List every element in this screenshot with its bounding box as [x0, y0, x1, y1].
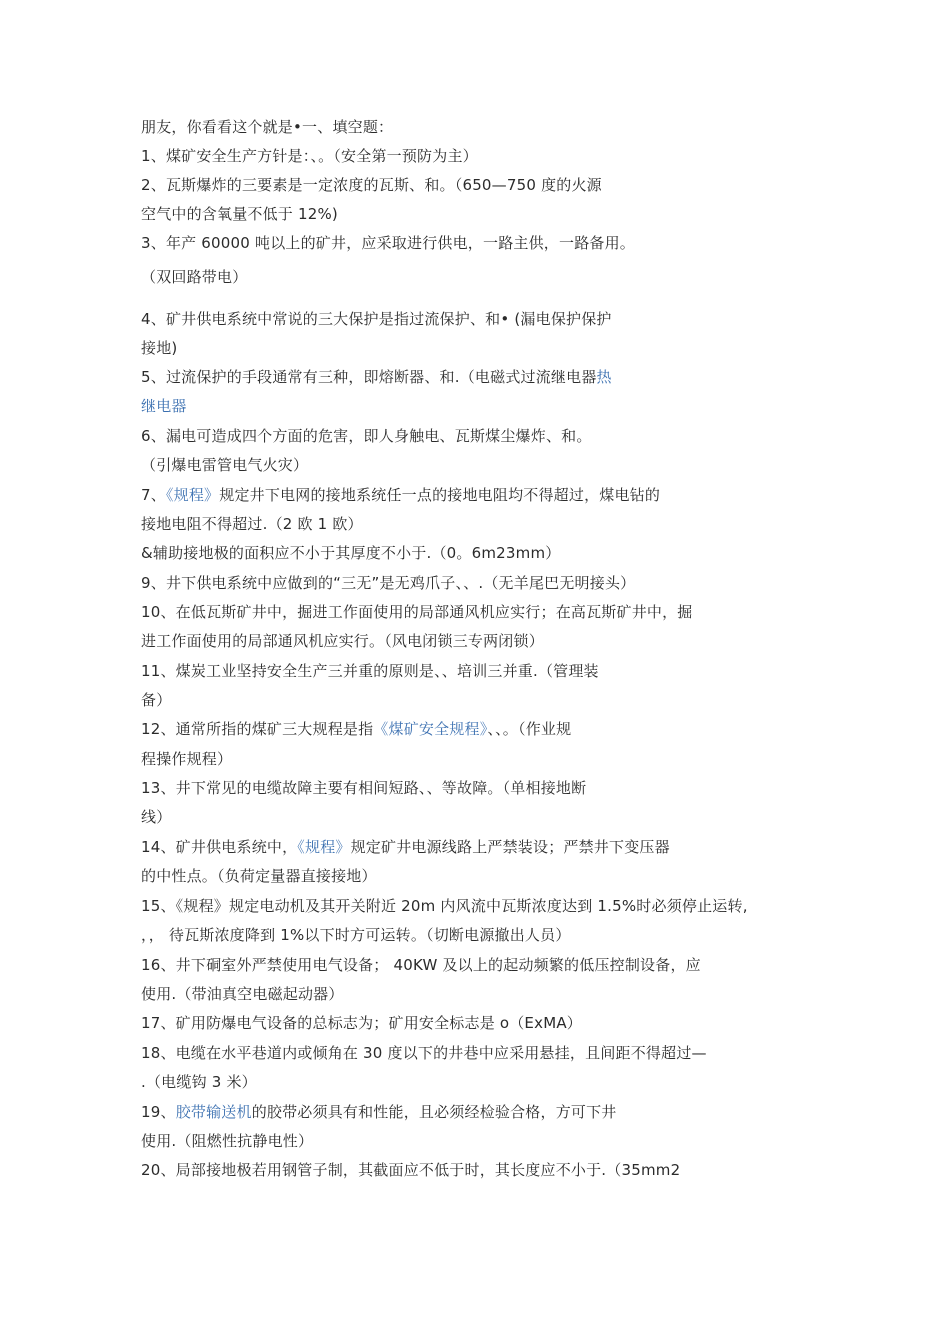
text-line [141, 837, 670, 857]
text-segment: 15、《规程》规定电动机及其开关附近 20m 内风流中瓦斯浓度达到 1.5%时必须停止运转, [141, 897, 748, 915]
text-line [141, 573, 635, 593]
text-line [141, 602, 693, 622]
text-line [141, 925, 571, 945]
inline-link[interactable]: 《煤矿安全规程》 [373, 720, 488, 738]
text-segment: 程操作规程） [141, 750, 233, 768]
text-segment: 规定矿井电源线路上严禁装设；严禁井下变压器 [350, 838, 670, 856]
text-line [141, 267, 247, 287]
text-segment: 20、局部接地极若用钢管子制，其截面应不低于时，其长度应不小于.（35mm2 [141, 1161, 681, 1179]
text-line [141, 455, 308, 475]
text-segment: 3、年产 60000 吨以上的矿井，应采取进行供电，一路主供，一路备用。 [141, 234, 635, 252]
text-line [141, 984, 344, 1004]
text-segment: &辅助接地极的面积应不小于其厚度不小于.（0。6m23mm） [141, 544, 561, 562]
text-segment: （引爆电雷管电气火灾） [141, 456, 309, 474]
text-line [141, 807, 171, 827]
text-segment: 备） [141, 691, 172, 709]
text-line [141, 1102, 617, 1122]
text-line [141, 955, 701, 975]
text-segment: 线） [141, 808, 172, 826]
text-line [141, 866, 377, 886]
text-line [141, 309, 612, 329]
text-line [141, 661, 599, 681]
text-segment: 19、 [141, 1103, 176, 1121]
text-segment: 17、矿用防爆电气设备的总标志为；矿用安全标志是 o（ExMA） [141, 1014, 582, 1032]
text-segment: 5、过流保护的手段通常有三种，即熔断器、和.（电磁式过流继电器 [141, 368, 597, 386]
text-line [141, 175, 602, 195]
text-segment: 10、在低瓦斯矿井中，掘进工作面使用的局部通风机应实行；在高瓦斯矿井中，掘 [141, 603, 693, 621]
text-line [141, 146, 478, 166]
text-line [141, 1013, 582, 1033]
text-line [141, 1043, 707, 1063]
text-segment: .（电缆钩 3 米） [141, 1073, 257, 1091]
inline-link[interactable]: 《规程》 [165, 486, 220, 504]
text-segment: 11、煤炭工业坚持安全生产三并重的原则是、、培训三并重.（管理装 [141, 662, 599, 680]
text-segment: 朋友，你看看这个就是•一、填空题： [141, 118, 394, 136]
text-segment: 使用.（阻燃性抗静电性） [141, 1132, 314, 1150]
inline-link[interactable]: 继电器 [141, 397, 187, 415]
text-segment: 规定井下电网的接地系统任一点的接地电阻均不得超过，煤电钻的 [219, 486, 661, 504]
text-segment: 、、。（作业规 [487, 720, 572, 738]
text-segment: 进工作面使用的局部通风机应实行。（风电闭锁三专两闭锁） [141, 632, 544, 650]
text-line [141, 367, 612, 387]
text-segment: 接地电阻不得超过.（2 欧 1 欧） [141, 515, 363, 533]
text-segment: 的中性点。（负荷定量器直接接地） [141, 867, 377, 885]
text-segment: 使用.（带油真空电磁起动器） [141, 985, 344, 1003]
text-segment: ，， 待瓦斯浓度降到 1%以下时方可运转。（切断电源撤出人员） [141, 926, 571, 944]
text-line [141, 117, 393, 137]
text-segment: 空气中的含氧量不低于 12%) [141, 205, 338, 223]
text-line [141, 1131, 313, 1151]
text-segment: 2、瓦斯爆炸的三要素是一定浓度的瓦斯、和。（650—750 度的火源 [141, 176, 602, 194]
text-line [141, 1160, 680, 1180]
text-line [141, 338, 177, 358]
text-segment: （双回路带电） [141, 268, 248, 286]
text-segment: 接地) [141, 339, 178, 357]
text-segment: 18、电缆在水平巷道内或倾角在 30 度以下的井巷中应采用悬挂，且间距不得超过— [141, 1044, 707, 1062]
text-line [141, 690, 171, 710]
text-segment: 13、井下常见的电缆故障主要有相间短路、、等故障。（单相接地断 [141, 779, 587, 797]
text-line [141, 426, 592, 446]
text-line [141, 778, 586, 798]
text-segment: 16、井下硐室外严禁使用电气设备； 40KW 及以上的起动频繁的低压控制设备，应 [141, 956, 701, 974]
text-segment: 1、煤矿安全生产方针是：、。（安全第一预防为主） [141, 147, 478, 165]
text-line [141, 204, 338, 224]
text-segment: 的胶带必须具有和性能，且必须经检验合格，方可下井 [251, 1103, 617, 1121]
text-line [141, 396, 187, 416]
inline-link[interactable]: 胶带输送机 [175, 1103, 252, 1121]
inline-link[interactable]: 热 [596, 368, 612, 386]
text-segment: 4、矿井供电系统中常说的三大保护是指过流保护、和• (漏电保护保护 [141, 310, 612, 328]
text-line [141, 1072, 257, 1092]
text-line [141, 514, 363, 534]
text-line [141, 543, 560, 563]
text-segment: 9、井下供电系统中应做到的“三无”是无鸡爪子、、.（无羊尾巴无明接头） [141, 574, 636, 592]
text-line [141, 719, 571, 739]
inline-link[interactable]: 《规程》 [297, 838, 351, 856]
text-line [141, 631, 544, 651]
text-segment: 7、 [141, 486, 166, 504]
text-line [141, 233, 635, 253]
text-line [141, 749, 232, 769]
text-line [141, 485, 660, 505]
text-segment: 12、通常所指的煤矿三大规程是指 [141, 720, 374, 738]
text-line [141, 896, 748, 916]
text-segment: 14、矿井供电系统中， [141, 838, 298, 856]
text-segment: 6、漏电可造成四个方面的危害，即人身触电、瓦斯煤尘爆炸、和。 [141, 427, 592, 445]
